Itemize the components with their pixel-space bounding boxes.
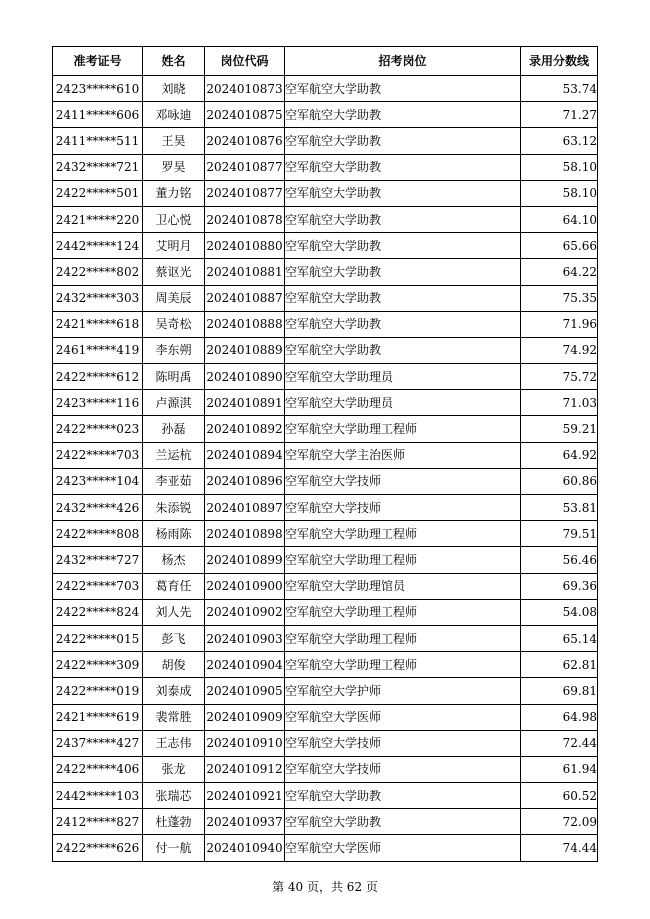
cell-name: 刘人先 (143, 599, 205, 625)
cell-score: 61.94 (521, 756, 598, 782)
cell-name: 艾明月 (143, 233, 205, 259)
table-row (53, 337, 598, 363)
cell-post-code: 2024010897 (205, 495, 285, 521)
cell-exam-id: 2421*****619 (53, 704, 143, 730)
header-exam-id: 准考证号 (53, 47, 143, 76)
table-row (53, 652, 598, 678)
cell-name: 付一航 (143, 835, 205, 861)
header-post-code: 岗位代码 (205, 47, 285, 76)
cell-post-code: 2024010896 (205, 468, 285, 494)
cell-post: 空军航空大学医师 (285, 704, 521, 730)
cell-score: 75.72 (521, 364, 598, 390)
table-row (53, 364, 598, 390)
table-row (53, 625, 598, 651)
table-row (53, 416, 598, 442)
cell-exam-id: 2422*****824 (53, 599, 143, 625)
cell-name: 王志伟 (143, 730, 205, 756)
cell-name: 张瑞芯 (143, 783, 205, 809)
cell-exam-id: 2422*****626 (53, 835, 143, 861)
table-row (53, 835, 598, 861)
cell-score: 75.35 (521, 285, 598, 311)
cell-name: 刘泰成 (143, 678, 205, 704)
cell-score: 64.10 (521, 206, 598, 232)
cell-exam-id: 2422*****023 (53, 416, 143, 442)
cell-post-code: 2024010902 (205, 599, 285, 625)
cell-score: 71.03 (521, 390, 598, 416)
table-row (53, 756, 598, 782)
cell-post: 空军航空大学助理员 (285, 390, 521, 416)
cell-post: 空军航空大学助教 (285, 76, 521, 102)
cell-post: 空军航空大学技师 (285, 495, 521, 521)
cell-post-code: 2024010875 (205, 102, 285, 128)
cell-post-code: 2024010876 (205, 128, 285, 154)
header-post: 招考岗位 (285, 47, 521, 76)
cell-post-code: 2024010898 (205, 521, 285, 547)
cell-score: 69.36 (521, 573, 598, 599)
cell-name: 吴奇松 (143, 311, 205, 337)
table-row (53, 809, 598, 835)
cell-score: 72.44 (521, 730, 598, 756)
cell-post-code: 2024010880 (205, 233, 285, 259)
table-row (53, 259, 598, 285)
cell-exam-id: 2421*****618 (53, 311, 143, 337)
cell-score: 62.81 (521, 652, 598, 678)
cell-score: 58.10 (521, 154, 598, 180)
cell-post-code: 2024010905 (205, 678, 285, 704)
cell-exam-id: 2412*****827 (53, 809, 143, 835)
score-table (52, 46, 598, 862)
cell-exam-id: 2422*****309 (53, 652, 143, 678)
cell-post: 空军航空大学助教 (285, 180, 521, 206)
cell-exam-id: 2432*****721 (53, 154, 143, 180)
cell-post: 空军航空大学助理工程师 (285, 416, 521, 442)
cell-score: 71.27 (521, 102, 598, 128)
cell-post-code: 2024010887 (205, 285, 285, 311)
cell-exam-id: 2422*****406 (53, 756, 143, 782)
cell-post: 空军航空大学助教 (285, 809, 521, 835)
cell-name: 刘晓 (143, 76, 205, 102)
table-row (53, 102, 598, 128)
table-row (53, 468, 598, 494)
cell-post: 空军航空大学助理工程师 (285, 599, 521, 625)
table-body (53, 76, 598, 862)
cell-exam-id: 2423*****610 (53, 76, 143, 102)
cell-exam-id: 2422*****802 (53, 259, 143, 285)
cell-post: 空军航空大学助教 (285, 154, 521, 180)
cell-post: 空军航空大学助教 (285, 337, 521, 363)
header-name: 姓名 (143, 47, 205, 76)
cell-score: 53.74 (521, 76, 598, 102)
table-row (53, 206, 598, 232)
cell-name: 周美辰 (143, 285, 205, 311)
cell-name: 罗昊 (143, 154, 205, 180)
cell-exam-id: 2422*****501 (53, 180, 143, 206)
cell-post-code: 2024010904 (205, 652, 285, 678)
table-row (53, 311, 598, 337)
cell-score: 74.92 (521, 337, 598, 363)
table-row (53, 599, 598, 625)
cell-post: 空军航空大学助教 (285, 311, 521, 337)
cell-score: 58.10 (521, 180, 598, 206)
cell-post-code: 2024010937 (205, 809, 285, 835)
cell-score: 74.44 (521, 835, 598, 861)
cell-post: 空军航空大学助教 (285, 259, 521, 285)
cell-post: 空军航空大学助教 (285, 233, 521, 259)
cell-exam-id: 2422*****015 (53, 625, 143, 651)
cell-score: 59.21 (521, 416, 598, 442)
cell-exam-id: 2422*****019 (53, 678, 143, 704)
page-number: 第 40 页，共 62 页 (272, 880, 378, 894)
cell-exam-id: 2461*****419 (53, 337, 143, 363)
cell-exam-id: 2423*****104 (53, 468, 143, 494)
cell-name: 王昊 (143, 128, 205, 154)
cell-name: 蔡讴光 (143, 259, 205, 285)
cell-name: 李东朔 (143, 337, 205, 363)
header-score: 录用分数线 (521, 47, 598, 76)
cell-exam-id: 2423*****116 (53, 390, 143, 416)
cell-name: 彭飞 (143, 625, 205, 651)
cell-post-code: 2024010877 (205, 154, 285, 180)
table-row (53, 547, 598, 573)
table-row (53, 783, 598, 809)
table-row (53, 390, 598, 416)
cell-score: 69.81 (521, 678, 598, 704)
cell-post-code: 2024010909 (205, 704, 285, 730)
cell-post-code: 2024010888 (205, 311, 285, 337)
cell-post-code: 2024010877 (205, 180, 285, 206)
cell-score: 64.92 (521, 442, 598, 468)
cell-name: 葛育任 (143, 573, 205, 599)
table-row (53, 573, 598, 599)
cell-score: 56.46 (521, 547, 598, 573)
cell-name: 陈明禹 (143, 364, 205, 390)
table-row (53, 495, 598, 521)
cell-exam-id: 2421*****220 (53, 206, 143, 232)
table-row (53, 678, 598, 704)
cell-post-code: 2024010900 (205, 573, 285, 599)
cell-score: 64.22 (521, 259, 598, 285)
cell-post: 空军航空大学助教 (285, 783, 521, 809)
cell-post: 空军航空大学护师 (285, 678, 521, 704)
table-header-row (53, 47, 598, 76)
cell-name: 李亚茹 (143, 468, 205, 494)
cell-post-code: 2024010892 (205, 416, 285, 442)
table-row (53, 442, 598, 468)
cell-post: 空军航空大学助教 (285, 285, 521, 311)
cell-exam-id: 2442*****103 (53, 783, 143, 809)
cell-name: 朱添锐 (143, 495, 205, 521)
cell-post: 空军航空大学助教 (285, 206, 521, 232)
cell-score: 63.12 (521, 128, 598, 154)
table-row (53, 180, 598, 206)
cell-name: 杨杰 (143, 547, 205, 573)
cell-name: 胡俊 (143, 652, 205, 678)
cell-score: 60.86 (521, 468, 598, 494)
cell-name: 卫心悦 (143, 206, 205, 232)
cell-post: 空军航空大学助教 (285, 102, 521, 128)
cell-name: 兰运杭 (143, 442, 205, 468)
cell-exam-id: 2432*****426 (53, 495, 143, 521)
cell-exam-id: 2432*****727 (53, 547, 143, 573)
cell-score: 79.51 (521, 521, 598, 547)
cell-name: 卢源淇 (143, 390, 205, 416)
cell-score: 65.14 (521, 625, 598, 651)
cell-post: 空军航空大学技师 (285, 756, 521, 782)
cell-post: 空军航空大学助理工程师 (285, 652, 521, 678)
cell-exam-id: 2422*****612 (53, 364, 143, 390)
cell-score: 72.09 (521, 809, 598, 835)
cell-post: 空军航空大学助教 (285, 128, 521, 154)
table-row (53, 128, 598, 154)
cell-post: 空军航空大学助理员 (285, 364, 521, 390)
cell-post: 空军航空大学技师 (285, 730, 521, 756)
cell-post-code: 2024010899 (205, 547, 285, 573)
cell-post-code: 2024010910 (205, 730, 285, 756)
table-row (53, 233, 598, 259)
cell-name: 裴常胜 (143, 704, 205, 730)
cell-score: 53.81 (521, 495, 598, 521)
cell-post-code: 2024010890 (205, 364, 285, 390)
table-row (53, 704, 598, 730)
cell-post-code: 2024010881 (205, 259, 285, 285)
cell-post-code: 2024010889 (205, 337, 285, 363)
cell-exam-id: 2432*****303 (53, 285, 143, 311)
cell-score: 60.52 (521, 783, 598, 809)
cell-name: 杜蓬勃 (143, 809, 205, 835)
cell-score: 65.66 (521, 233, 598, 259)
cell-post: 空军航空大学助理工程师 (285, 547, 521, 573)
table-row (53, 285, 598, 311)
cell-name: 杨雨陈 (143, 521, 205, 547)
cell-post-code: 2024010940 (205, 835, 285, 861)
table-row (53, 154, 598, 180)
cell-post-code: 2024010873 (205, 76, 285, 102)
cell-post-code: 2024010912 (205, 756, 285, 782)
cell-exam-id: 2422*****703 (53, 573, 143, 599)
cell-score: 64.98 (521, 704, 598, 730)
cell-post: 空军航空大学助理工程师 (285, 625, 521, 651)
cell-post: 空军航空大学技师 (285, 468, 521, 494)
cell-post-code: 2024010891 (205, 390, 285, 416)
cell-exam-id: 2411*****606 (53, 102, 143, 128)
cell-score: 71.96 (521, 311, 598, 337)
cell-exam-id: 2411*****511 (53, 128, 143, 154)
cell-score: 54.08 (521, 599, 598, 625)
cell-post-code: 2024010921 (205, 783, 285, 809)
cell-post-code: 2024010894 (205, 442, 285, 468)
cell-exam-id: 2437*****427 (53, 730, 143, 756)
cell-post: 空军航空大学助理工程师 (285, 521, 521, 547)
cell-name: 孙磊 (143, 416, 205, 442)
cell-post: 空军航空大学助理馆员 (285, 573, 521, 599)
table-row (53, 76, 598, 102)
table-row (53, 521, 598, 547)
cell-name: 邓咏迪 (143, 102, 205, 128)
table-row (53, 730, 598, 756)
cell-post-code: 2024010903 (205, 625, 285, 651)
cell-name: 张龙 (143, 756, 205, 782)
cell-name: 董力铭 (143, 180, 205, 206)
cell-exam-id: 2422*****703 (53, 442, 143, 468)
cell-exam-id: 2422*****808 (53, 521, 143, 547)
cell-post: 空军航空大学主治医师 (285, 442, 521, 468)
cell-exam-id: 2442*****124 (53, 233, 143, 259)
cell-post-code: 2024010878 (205, 206, 285, 232)
cell-post: 空军航空大学医师 (285, 835, 521, 861)
